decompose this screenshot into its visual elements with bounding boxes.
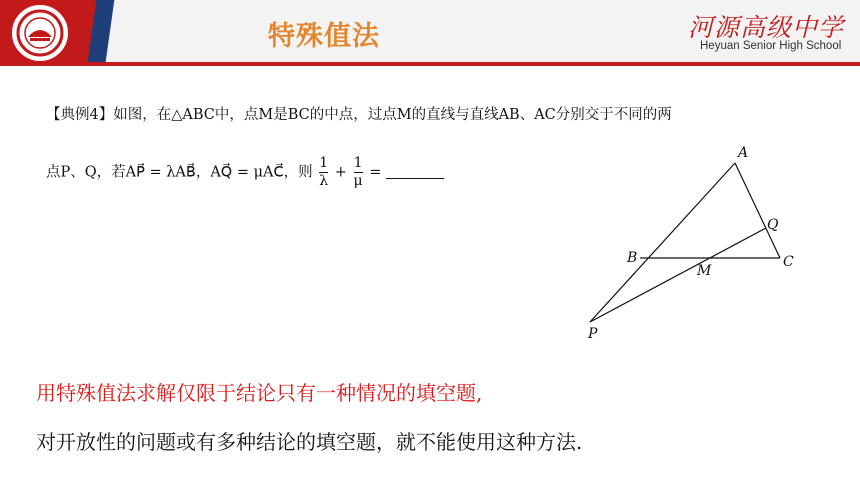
segment-PQ — [590, 228, 766, 322]
problem-line-2 — [46, 155, 444, 190]
label-Q: Q — [767, 217, 779, 233]
fraction-1-over-lambda — [319, 155, 328, 190]
equals-sign: = — [369, 164, 382, 181]
label-C: C — [783, 254, 794, 270]
plus-sign: + — [334, 164, 347, 181]
label-M: M — [697, 263, 712, 279]
note-red: 用特殊值法求解仅限于结论只有一种情况的填空题, — [36, 381, 483, 405]
frac2-denominator: μ — [353, 173, 363, 189]
frac1-denominator: λ — [319, 173, 329, 189]
school-name-english: Heyuan Senior High School — [700, 40, 842, 52]
answer-blank — [386, 164, 444, 179]
header — [0, 0, 860, 66]
label-B: B — [627, 250, 638, 266]
problem-line-1: 【典例4】如图，在△ABC中，点M是BC的中点，过点M的直线与直线AB、AC分别交于不同的两 — [46, 107, 672, 123]
school-name-chinese: 河源高级中学 — [688, 13, 845, 42]
school-emblem-icon — [16, 9, 64, 57]
frac1-numerator: 1 — [319, 155, 329, 171]
frac2-numerator: 1 — [353, 155, 363, 171]
segment-AC — [735, 163, 780, 258]
label-A: A — [738, 145, 749, 161]
fraction-1-over-mu — [354, 155, 363, 190]
label-P: P — [588, 326, 598, 342]
problem-line-2-text: 点P、Q，若AP⃗ = λAB⃗，AQ⃗ = μAC⃗，则 — [46, 164, 313, 181]
school-logo — [12, 5, 68, 61]
page-title: 特殊值法 — [268, 21, 380, 52]
header-underline — [0, 62, 860, 66]
triangle-diagram — [580, 140, 800, 345]
segment-AP — [590, 163, 735, 322]
note-black: 对开放性的问题或有多种结论的填空题，就不能使用这种方法. — [36, 430, 583, 454]
